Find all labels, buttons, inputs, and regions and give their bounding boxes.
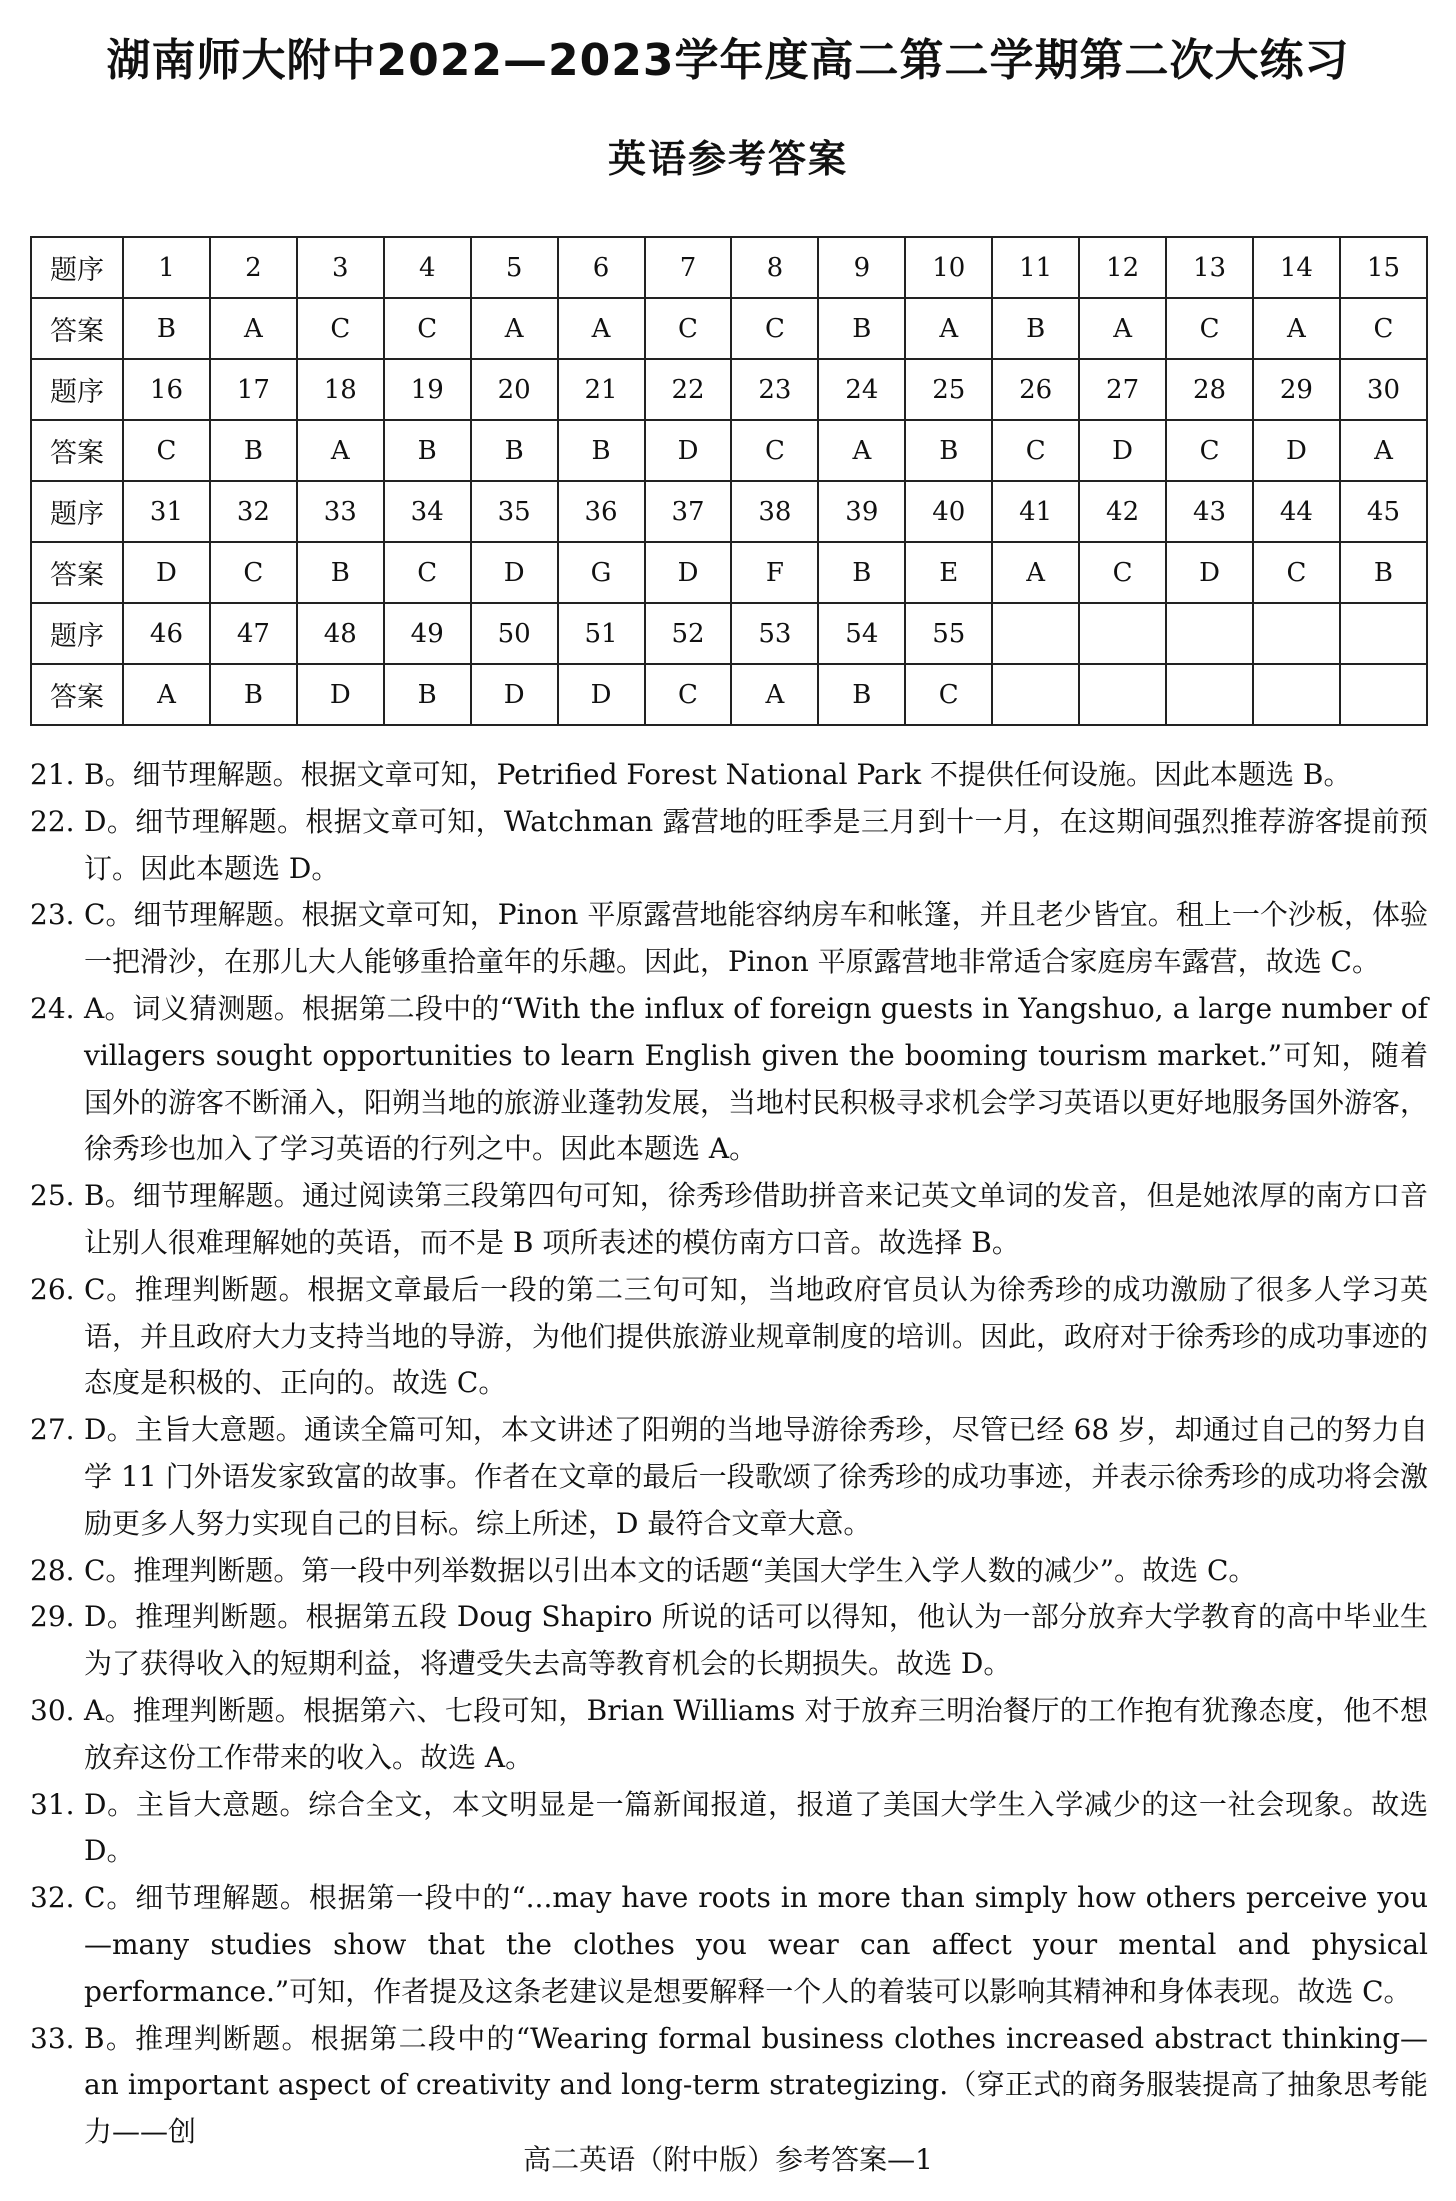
question-number-cell: 34 — [384, 481, 471, 542]
explanation-number: 25. — [30, 1179, 75, 1213]
explanation-text: C。推理判断题。第一段中列举数据以引出本文的话题“美国大学生入学人数的减少”。故选 C。 — [84, 1553, 1257, 1587]
explanation-item — [30, 1548, 1428, 1595]
explanation-number: 27. — [30, 1413, 75, 1447]
answer-letter-cell: C — [123, 420, 210, 481]
question-number-cell: 25 — [905, 359, 992, 420]
question-number-cell: 23 — [731, 359, 818, 420]
answer-letter-cell: D — [645, 420, 732, 481]
question-number-cell: 47 — [210, 603, 297, 664]
question-number-cell: 42 — [1079, 481, 1166, 542]
explanation-number: 31. — [30, 1787, 75, 1821]
answer-letter-cell: B — [1340, 542, 1427, 603]
question-number-cell: 43 — [1166, 481, 1253, 542]
answer-letter-cell: B — [905, 420, 992, 481]
question-number-cell: 8 — [731, 237, 818, 298]
row-label-answer: 答案 — [31, 542, 123, 603]
answer-row — [31, 664, 1427, 725]
question-number-cell — [1253, 603, 1340, 664]
explanation-number: 26. — [30, 1272, 75, 1306]
answer-letter-cell: D — [471, 664, 558, 725]
explanation-number: 28. — [30, 1553, 75, 1587]
answer-letter-cell: C — [297, 298, 384, 359]
question-number-cell — [992, 603, 1079, 664]
question-number-cell: 51 — [558, 603, 645, 664]
answer-letter-cell: G — [558, 542, 645, 603]
answer-row — [31, 542, 1427, 603]
question-number-row — [31, 359, 1427, 420]
explanation-text: C。推理判断题。根据文章最后一段的第二三句可知，当地政府官员认为徐秀珍的成功激励了很多人学习英语，并且政府大力支持当地的导游，为他们提供旅游业规章制度的培训。因此，政府对于徐秀珍的成功事迹的态度是积极的、正向的。故选 C。 — [84, 1272, 1429, 1400]
answer-letter-cell: C — [905, 664, 992, 725]
answer-letter-cell: B — [818, 298, 905, 359]
explanation-number: 33. — [30, 2021, 75, 2055]
answer-letter-cell: A — [1340, 420, 1427, 481]
answer-letter-cell — [1253, 664, 1340, 725]
explanation-item — [30, 2016, 1428, 2156]
explanation-text: C。细节理解题。根据文章可知，Pinon 平原露营地能容纳房车和帐篷，并且老少皆宜。租上一个沙板，体验一把滑沙，在那儿大人能够重拾童年的乐趣。因此，Pinon 平原露营地非常适合家庭房车露营，故选 C。 — [84, 898, 1428, 979]
question-number-cell: 50 — [471, 603, 558, 664]
row-label-answer: 答案 — [31, 298, 123, 359]
answer-letter-cell: E — [905, 542, 992, 603]
answer-letter-cell: C — [1079, 542, 1166, 603]
question-number-cell: 27 — [1079, 359, 1166, 420]
question-number-cell: 31 — [123, 481, 210, 542]
answer-letter-cell — [1166, 664, 1253, 725]
question-number-cell: 3 — [297, 237, 384, 298]
question-number-cell: 21 — [558, 359, 645, 420]
answer-letter-cell: D — [1166, 542, 1253, 603]
question-number-row — [31, 481, 1427, 542]
question-number-cell: 33 — [297, 481, 384, 542]
question-number-cell: 29 — [1253, 359, 1340, 420]
explanations-list — [30, 752, 1428, 2156]
question-number-cell — [1166, 603, 1253, 664]
answer-letter-cell: C — [1253, 542, 1340, 603]
explanation-number: 21. — [30, 758, 75, 791]
answer-letter-cell: C — [731, 420, 818, 481]
answer-letter-cell — [992, 664, 1079, 725]
answer-letter-cell: D — [471, 542, 558, 603]
answer-letter-cell: C — [645, 664, 732, 725]
row-label-answer: 答案 — [31, 664, 123, 725]
answer-letter-cell: A — [1079, 298, 1166, 359]
answer-letter-cell: C — [384, 298, 471, 359]
question-number-cell: 46 — [123, 603, 210, 664]
answer-letter-cell: C — [1166, 298, 1253, 359]
answer-letter-cell: C — [731, 298, 818, 359]
explanation-item — [30, 752, 1428, 799]
row-label-number: 题序 — [31, 603, 123, 664]
answer-letter-cell — [1079, 664, 1166, 725]
explanation-item — [30, 1782, 1428, 1876]
answer-letter-cell: A — [471, 298, 558, 359]
explanation-item — [30, 1688, 1428, 1782]
answer-row — [31, 298, 1427, 359]
answer-letter-cell: C — [384, 542, 471, 603]
explanation-number: 29. — [30, 1600, 75, 1634]
explanation-number: 30. — [30, 1693, 75, 1727]
question-number-cell: 28 — [1166, 359, 1253, 420]
question-number-cell: 18 — [297, 359, 384, 420]
answer-letter-cell: A — [1253, 298, 1340, 359]
question-number-cell — [1340, 603, 1427, 664]
explanation-number: 23. — [30, 898, 75, 932]
question-number-row — [31, 237, 1427, 298]
answer-letter-cell: B — [297, 542, 384, 603]
answer-letter-cell: D — [645, 542, 732, 603]
row-label-answer: 答案 — [31, 420, 123, 481]
explanation-item — [30, 799, 1428, 893]
question-number-cell: 41 — [992, 481, 1079, 542]
page-subtitle: 英语参考答案 — [607, 137, 848, 181]
question-number-cell: 52 — [645, 603, 732, 664]
question-number-cell: 15 — [1340, 237, 1427, 298]
explanation-text: B。细节理解题。通过阅读第三段第四句可知，徐秀珍借助拼音来记英文单词的发音，但是她浓厚的南方口音让别人很难理解她的英语，而不是 B 项所表述的模仿南方口音。故选择 B。 — [84, 1179, 1428, 1259]
page-footer: 高二英语（附中版）参考答案—1 — [523, 2143, 933, 2176]
answer-letter-cell: B — [558, 420, 645, 481]
answer-letter-cell: A — [123, 664, 210, 725]
answer-letter-cell: B — [384, 420, 471, 481]
answer-letter-cell: C — [645, 298, 732, 359]
explanation-item — [30, 1267, 1428, 1407]
answer-letter-cell: F — [731, 542, 818, 603]
question-number-cell: 48 — [297, 603, 384, 664]
question-number-cell: 12 — [1079, 237, 1166, 298]
answer-letter-cell: B — [992, 298, 1079, 359]
explanation-text: C。细节理解题。根据第一段中的“...may have roots in more than simply how others perceive you—many studies show that the clothes you wear can affect your mental and physical performance.”可知，作者提及这条老建议是想要解释一个人的着装可以影响其精神和身体表现。故选 C。 — [84, 1881, 1428, 2008]
answer-letter-cell: D — [1079, 420, 1166, 481]
question-number-cell: 16 — [123, 359, 210, 420]
explanation-item — [30, 1173, 1428, 1267]
explanation-text: D。细节理解题。根据文章可知，Watchman 露营地的旺季是三月到十一月，在这期间强烈推荐游客提前预订。因此本题选 D。 — [84, 804, 1428, 885]
answer-letter-cell: A — [297, 420, 384, 481]
answer-letter-cell: B — [818, 664, 905, 725]
question-number-cell: 38 — [731, 481, 818, 542]
question-number-cell: 5 — [471, 237, 558, 298]
question-number-cell: 6 — [558, 237, 645, 298]
question-number-cell — [1079, 603, 1166, 664]
explanation-number: 22. — [30, 804, 75, 838]
answer-letter-cell: D — [558, 664, 645, 725]
answer-letter-cell: B — [818, 542, 905, 603]
answer-letter-cell: D — [297, 664, 384, 725]
question-number-cell: 32 — [210, 481, 297, 542]
explanation-text: A。词义猜测题。根据第二段中的“With the influx of foreign guests in Yangshuo, a large number of villagers sought opportunities to learn English given the booming tourism market.”可知，随着国外的游客不断涌入，阳朔当地的旅游业蓬勃发展，当地村民积极寻求机会学习英语以更好地服务国外游客，徐秀珍也加入了学习英语的行列之中。因此本题选 A。 — [84, 991, 1429, 1166]
question-number-cell: 2 — [210, 237, 297, 298]
question-number-cell: 39 — [818, 481, 905, 542]
answer-letter-cell — [1340, 664, 1427, 725]
question-number-cell: 10 — [905, 237, 992, 298]
question-number-cell: 4 — [384, 237, 471, 298]
question-number-cell: 17 — [210, 359, 297, 420]
explanation-number: 32. — [30, 1881, 75, 1915]
question-number-cell: 49 — [384, 603, 471, 664]
question-number-cell: 9 — [818, 237, 905, 298]
question-number-cell: 11 — [992, 237, 1079, 298]
question-number-cell: 37 — [645, 481, 732, 542]
explanation-item — [30, 986, 1428, 1173]
question-number-cell: 1 — [123, 237, 210, 298]
question-number-cell: 40 — [905, 481, 992, 542]
question-number-cell: 35 — [471, 481, 558, 542]
explanation-text: A。推理判断题。根据第六、七段可知，Brian Williams 对于放弃三明治餐厅的工作抱有犹豫态度，他不想放弃这份工作带来的收入。故选 A。 — [84, 1693, 1428, 1774]
answer-letter-cell: D — [1253, 420, 1340, 481]
question-number-cell: 36 — [558, 481, 645, 542]
answer-letter-cell: D — [123, 542, 210, 603]
explanation-number: 24. — [30, 991, 75, 1025]
row-label-number: 题序 — [31, 359, 123, 420]
answer-letter-cell: B — [384, 664, 471, 725]
question-number-cell: 44 — [1253, 481, 1340, 542]
question-number-cell: 13 — [1166, 237, 1253, 298]
answer-table — [30, 236, 1428, 726]
explanation-text: D。主旨大意题。通读全篇可知，本文讲述了阳朔的当地导游徐秀珍，尽管已经 68 岁，却通过自己的努力自学 11 门外语发家致富的故事。作者在文章的最后一段歌颂了徐秀珍的成功事迹，并表示徐秀珍的成功将会激励更多人努力实现自己的目标。综上所述，D 最符合文章大意。 — [84, 1413, 1428, 1540]
explanation-item — [30, 1875, 1428, 2015]
row-label-number: 题序 — [31, 237, 123, 298]
answer-letter-cell: A — [731, 664, 818, 725]
answer-letter-cell: A — [992, 542, 1079, 603]
answer-letter-cell: C — [1340, 298, 1427, 359]
question-number-cell: 55 — [905, 603, 992, 664]
answer-letter-cell: A — [210, 298, 297, 359]
answer-letter-cell: B — [471, 420, 558, 481]
answer-letter-cell: A — [818, 420, 905, 481]
answer-letter-cell: C — [1166, 420, 1253, 481]
explanation-item — [30, 1594, 1428, 1688]
answer-row — [31, 420, 1427, 481]
explanation-text: D。推理判断题。根据第五段 Doug Shapiro 所说的话可以得知，他认为一部分放弃大学教育的高中毕业生为了获得收入的短期利益，将遭受失去高等教育机会的长期损失。故选 D。 — [84, 1600, 1428, 1681]
question-number-row — [31, 603, 1427, 664]
question-number-cell: 20 — [471, 359, 558, 420]
question-number-cell: 24 — [818, 359, 905, 420]
answer-letter-cell: C — [210, 542, 297, 603]
question-number-cell: 53 — [731, 603, 818, 664]
answer-letter-cell: C — [992, 420, 1079, 481]
question-number-cell: 7 — [645, 237, 732, 298]
row-label-number: 题序 — [31, 481, 123, 542]
question-number-cell: 26 — [992, 359, 1079, 420]
explanation-text: D。主旨大意题。综合全文，本文明显是一篇新闻报道，报道了美国大学生入学减少的这一社会现象。故选 D。 — [84, 1787, 1428, 1868]
answer-letter-cell: B — [210, 420, 297, 481]
explanation-text: B。细节理解题。根据文章可知，Petrified Forest National Park 不提供任何设施。因此本题选 B。 — [84, 758, 1352, 791]
question-number-cell: 45 — [1340, 481, 1427, 542]
answer-letter-cell: A — [905, 298, 992, 359]
explanation-item — [30, 892, 1428, 986]
explanation-text: B。推理判断题。根据第二段中的“Wearing formal business clothes increased abstract thinking—an important aspect of creativity and long-term strategizing.（穿正式的商务服装提高了抽象思考能力——创 — [84, 2021, 1428, 2149]
question-number-cell: 30 — [1340, 359, 1427, 420]
question-number-cell: 22 — [645, 359, 732, 420]
explanation-item — [30, 1407, 1428, 1547]
answer-letter-cell: B — [123, 298, 210, 359]
question-number-cell: 19 — [384, 359, 471, 420]
question-number-cell: 54 — [818, 603, 905, 664]
answer-letter-cell: A — [558, 298, 645, 359]
question-number-cell: 14 — [1253, 237, 1340, 298]
answer-letter-cell: B — [210, 664, 297, 725]
page-title: 湖南师大附中2022—2023学年度高二第二学期第二次大练习 — [106, 35, 1350, 86]
